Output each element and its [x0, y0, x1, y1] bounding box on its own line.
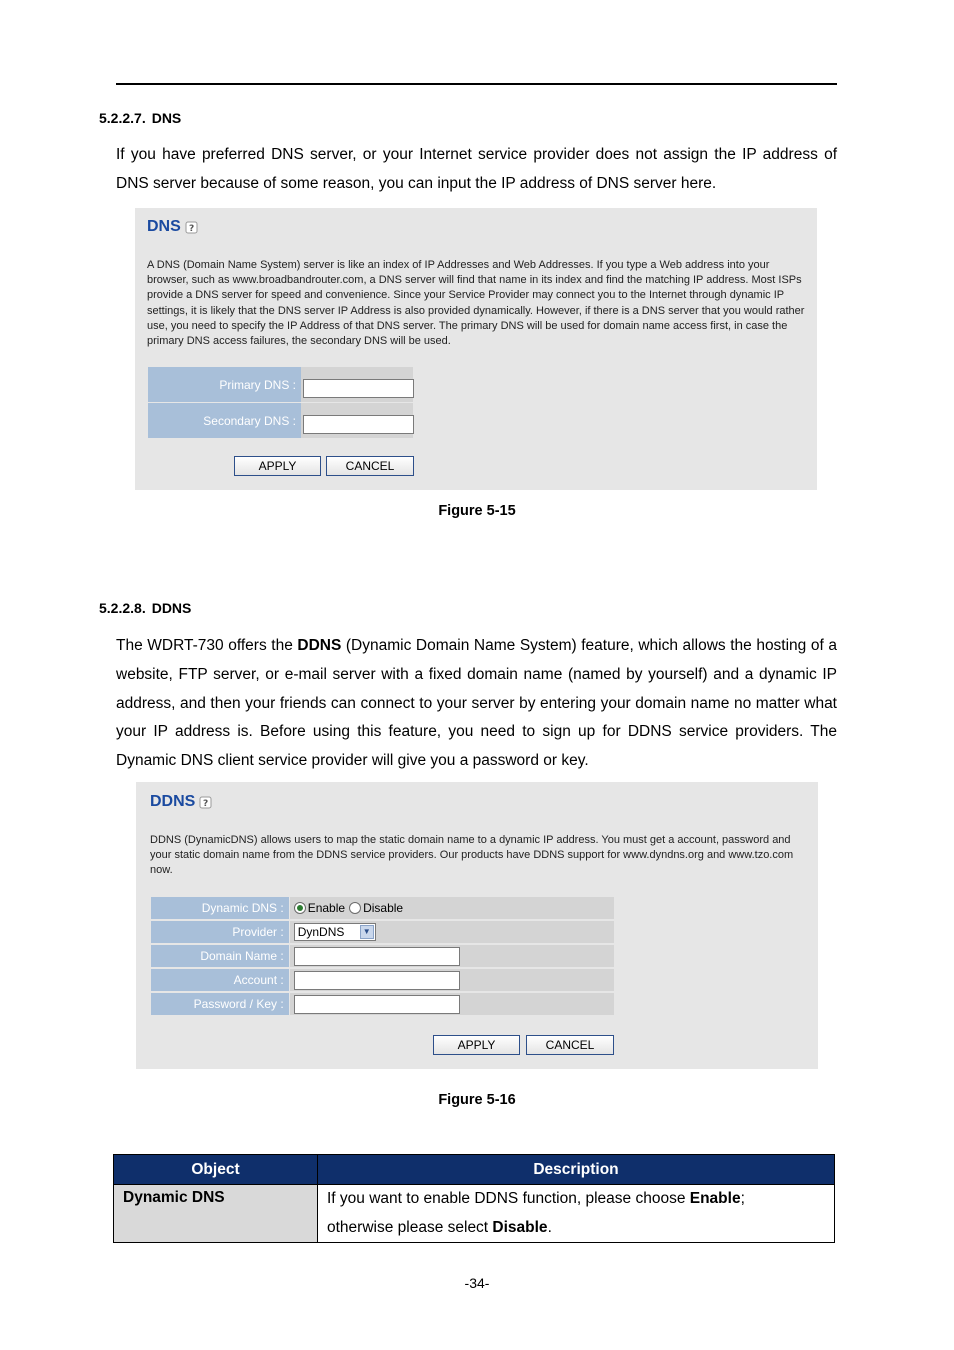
- domain-name-label: Domain Name :: [151, 945, 289, 967]
- provider-select[interactable]: [294, 923, 376, 941]
- ddns-panel-description: DDNS (DynamicDNS) allows users to map the static domain name to a dynamic IP address. You must get a account, password and your static domain name from the DDNS service providers. Our products have DDNS support for www.dyndns.org and www.tzo.com now.: [150, 834, 794, 877]
- password-row: [151, 993, 614, 1015]
- provider-selected-value: DynDNS: [297, 925, 345, 939]
- account-label: Account :: [151, 969, 289, 991]
- ddns-cancel-button[interactable]: CANCEL: [526, 1035, 614, 1055]
- primary-dns-input[interactable]: [303, 379, 414, 398]
- dynamic-dns-row: [151, 897, 614, 919]
- table-row: [114, 1185, 835, 1243]
- domain-name-row: [151, 945, 614, 967]
- password-cell: [290, 993, 614, 1015]
- column-header-description: Description: [318, 1155, 835, 1185]
- desc-text-2: otherwise please select: [327, 1218, 493, 1236]
- desc-punct: ;: [740, 1190, 745, 1207]
- password-input[interactable]: [294, 995, 460, 1014]
- row-object-cell: Dynamic DNS: [114, 1185, 318, 1243]
- dns-intro-paragraph: If you have preferred DNS server, or your Internet service provider does not assign the IP address of DNS server because of some reason, you can input the IP address of DNS server here.: [116, 146, 837, 192]
- figure-caption-5-16: Figure 5-16: [438, 1092, 516, 1108]
- dns-panel-title: [147, 218, 199, 236]
- help-icon[interactable]: [199, 795, 213, 809]
- domain-name-input[interactable]: [294, 947, 460, 966]
- secondary-dns-input[interactable]: [303, 415, 414, 434]
- object-description-table: [113, 1154, 835, 1243]
- enable-label: Enable: [307, 901, 346, 915]
- secondary-dns-row: [148, 403, 413, 438]
- ddns-settings-panel: [136, 782, 818, 1069]
- secondary-dns-label: Secondary DNS :: [148, 403, 301, 438]
- dynamic-dns-cell: [290, 897, 614, 919]
- disable-label: Disable: [363, 901, 404, 915]
- primary-dns-label: Primary DNS :: [148, 367, 301, 402]
- section-number: 5.2.2.7.: [99, 110, 146, 126]
- dns-panel-description: A DNS (Domain Name System) server is like an index of IP Addresses and Web Addresses. If you type a Web address into your browser, such as www.broadbandrouter.com, a DNS server will find that name in its index and find the matching IP address. Most ISPs provide a DNS server for speed and convenience. Since your Service Provider may connect you to the Internet through dynamic IP settings, it is likely that the DNS server IP Address is also provided dynamically. However, if there is a DNS server that you would rather use, you need to specify the IP Address of that DNS server. The primary DNS will be used for domain name access first, in case the primary DNS access failures, the secondary DNS will be used.: [147, 259, 805, 348]
- dns-settings-panel: [135, 208, 817, 490]
- section-heading-dns: [99, 110, 181, 126]
- desc-punct-end: .: [547, 1218, 552, 1236]
- desc-text: If you want to enable DDNS function, please choose: [327, 1190, 690, 1207]
- dns-cancel-button[interactable]: CANCEL: [326, 456, 414, 476]
- column-header-object: Object: [114, 1155, 318, 1185]
- ddns-para-bold: DDNS: [297, 637, 342, 654]
- row-description-cell: [318, 1185, 835, 1243]
- help-icon[interactable]: [185, 220, 199, 234]
- provider-row: [151, 921, 614, 943]
- svg-text:?: ?: [203, 799, 209, 809]
- ddns-para-text-rest: (Dynamic Domain Name System) feature, which allows the hosting of a website, FTP server, or e-mail server with a fixed domain name (named by yourself) and a dynamic IP address, and then your friends can connect to your server by entering your domain name no matter what your IP address is. Before using this feature, you need to sign up for DDNS service providers. The Dynamic DNS client service provider will give you a password or key.: [116, 637, 837, 770]
- svg-text:?: ?: [188, 224, 195, 234]
- ddns-para-text: The WDRT-730 offers the: [116, 637, 298, 654]
- ddns-panel-title: [150, 793, 213, 811]
- dns-panel-title-text: DNS: [147, 218, 181, 235]
- ddns-intro-paragraph: [116, 632, 837, 776]
- chevron-down-icon: ▼: [360, 925, 374, 939]
- desc-bold-disable: Disable: [492, 1218, 548, 1236]
- enable-radio[interactable]: [294, 902, 306, 914]
- figure-caption-5-15: Figure 5-15: [438, 503, 516, 519]
- provider-label: Provider :: [151, 921, 289, 943]
- domain-name-cell: [290, 945, 614, 967]
- header-rule: [116, 83, 837, 85]
- section-heading-ddns: [99, 600, 191, 616]
- dns-apply-button[interactable]: APPLY: [234, 456, 321, 476]
- section-title: DDNS: [151, 600, 192, 616]
- section-title: DNS: [151, 110, 182, 126]
- ddns-apply-button[interactable]: APPLY: [433, 1035, 520, 1055]
- table-header-row: [114, 1155, 835, 1185]
- primary-dns-row: [148, 367, 413, 402]
- account-row: [151, 969, 614, 991]
- account-input[interactable]: [294, 971, 460, 990]
- account-cell: [290, 969, 614, 991]
- primary-dns-cell: [301, 367, 413, 402]
- page-number: -34-: [464, 1275, 490, 1291]
- password-label: Password / Key :: [151, 993, 289, 1015]
- section-number: 5.2.2.8.: [99, 600, 146, 616]
- desc-bold-enable: Enable: [689, 1190, 741, 1207]
- disable-radio[interactable]: [349, 902, 361, 914]
- ddns-panel-title-text: DDNS: [150, 793, 196, 810]
- provider-cell: [290, 921, 614, 943]
- dynamic-dns-label: Dynamic DNS :: [151, 897, 289, 919]
- secondary-dns-cell: [301, 403, 413, 438]
